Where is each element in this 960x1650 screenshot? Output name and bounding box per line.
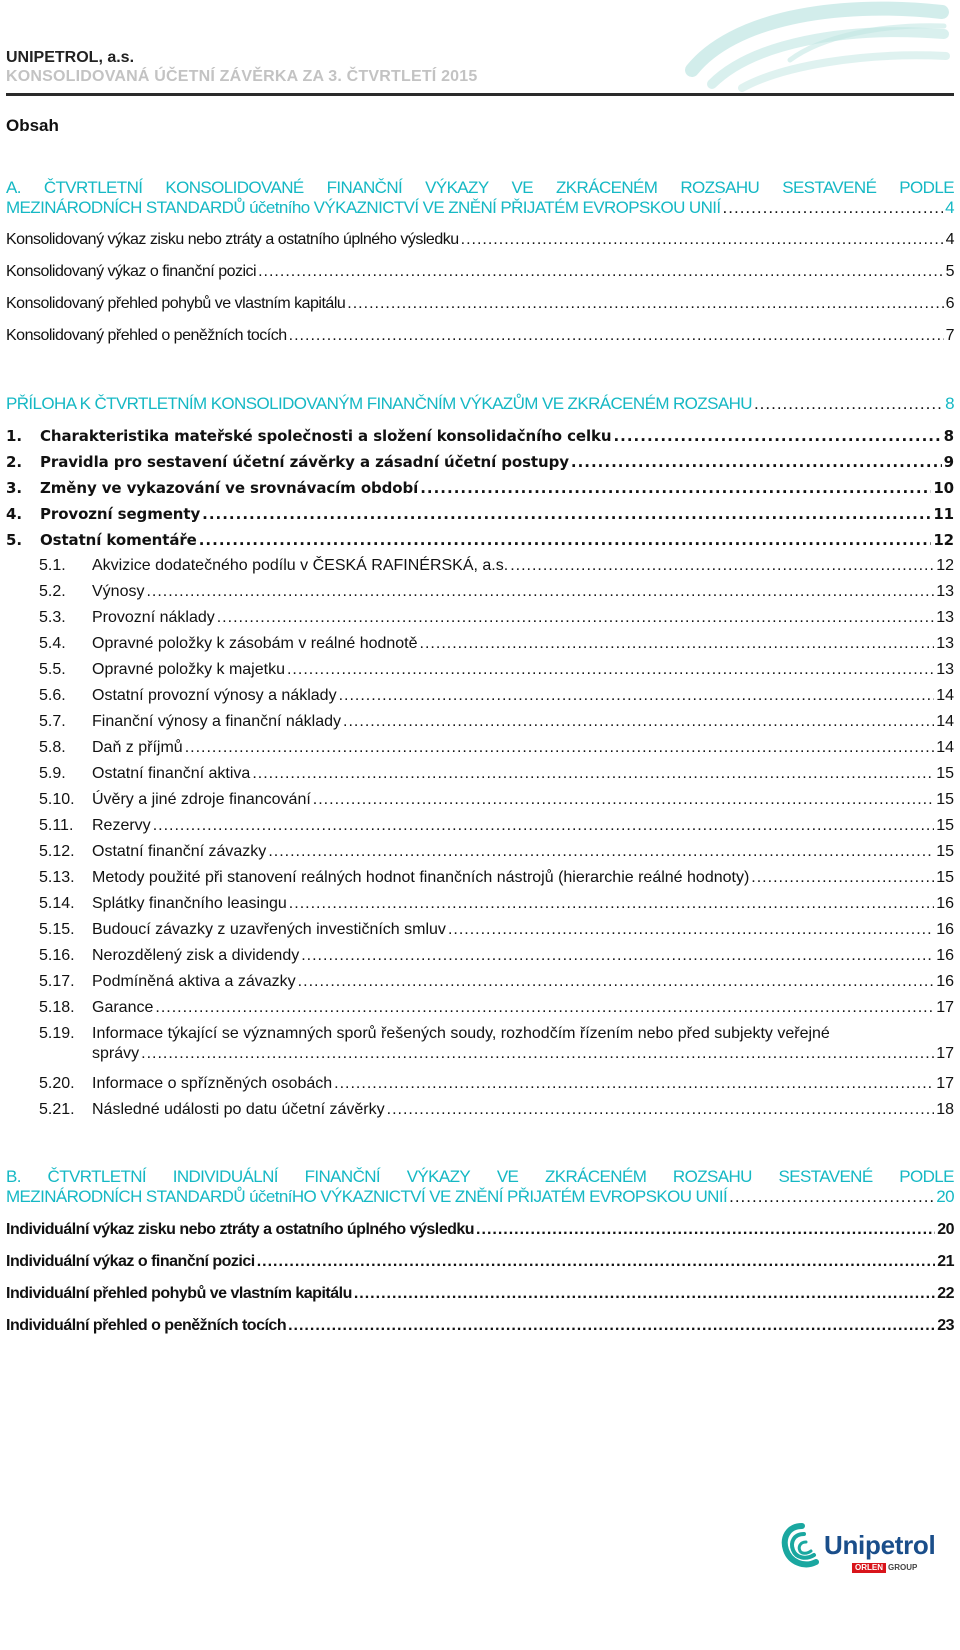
leader-dots bbox=[288, 1317, 935, 1335]
toc-subitem[interactable] bbox=[6, 765, 954, 787]
item-number: 5.14. bbox=[39, 895, 75, 912]
toc-section-b[interactable] bbox=[6, 1167, 954, 1207]
leader-dots bbox=[301, 947, 934, 965]
item-number: 5.16. bbox=[39, 947, 75, 964]
item-number: 4. bbox=[6, 505, 22, 523]
toc-item-label: Následné události po datu účetní závěrky bbox=[92, 1101, 385, 1118]
toc-item[interactable] bbox=[6, 263, 954, 281]
toc-subitem[interactable] bbox=[6, 947, 954, 969]
toc-section-a[interactable] bbox=[6, 178, 954, 218]
page-number: 15 bbox=[936, 791, 954, 808]
page-number: 12 bbox=[936, 557, 954, 574]
toc-item[interactable] bbox=[6, 1221, 954, 1239]
item-number: 1. bbox=[6, 427, 22, 445]
toc-item-label: Výnosy bbox=[92, 583, 145, 600]
item-number: 5.8. bbox=[39, 739, 66, 756]
toc-item-label: Konsolidovaný přehled pohybů ve vlastním kapitálu bbox=[6, 295, 346, 312]
page-number: 13 bbox=[936, 609, 954, 626]
leader-dots bbox=[339, 687, 935, 705]
toc-subitem[interactable] bbox=[6, 791, 954, 813]
section-b-line2 bbox=[6, 1187, 954, 1207]
toc-appendix[interactable] bbox=[6, 394, 954, 414]
leader-dots bbox=[289, 327, 944, 345]
section-a-line1 bbox=[6, 178, 954, 198]
toc-item[interactable] bbox=[6, 231, 954, 249]
word: ROZSAHU bbox=[680, 178, 760, 197]
word: FINANČNÍ bbox=[326, 178, 403, 197]
word: KONSOLIDOVANÉ bbox=[165, 178, 304, 197]
leader-dots bbox=[510, 557, 934, 575]
toc-subitem[interactable] bbox=[6, 869, 954, 891]
page-number: 14 bbox=[936, 739, 954, 756]
toc-item-label: Individuální přehled o peněžních tocích bbox=[6, 1317, 287, 1334]
page-number: 15 bbox=[936, 765, 954, 782]
item-number: 5.17. bbox=[39, 973, 75, 990]
toc-item[interactable] bbox=[6, 453, 954, 471]
leader-dots bbox=[448, 921, 934, 939]
leader-dots bbox=[754, 394, 943, 414]
toc-item-label: Individuální přehled pohybů ve vlastním kapitálu bbox=[6, 1285, 352, 1302]
item-number: 5.12. bbox=[39, 843, 75, 860]
item-number: 3. bbox=[6, 479, 22, 497]
page-number: 16 bbox=[936, 895, 954, 912]
leader-dots bbox=[258, 263, 944, 281]
page-number: 14 bbox=[936, 713, 954, 730]
toc-subitem[interactable] bbox=[6, 687, 954, 709]
toc-item-label: Konsolidovaný výkaz zisku nebo ztráty a ostatního úplného výsledku bbox=[6, 231, 459, 248]
toc-item[interactable] bbox=[6, 295, 954, 313]
leader-dots bbox=[729, 1187, 934, 1207]
page-number: 16 bbox=[936, 973, 954, 990]
word: ZKRÁCENÉM bbox=[544, 1167, 647, 1186]
toc-item-label: Metody použité při stanovení reálných hodnot finančních nástrojů (hierarchie reálné hodnoty) bbox=[92, 869, 750, 886]
toc-item-label: Finanční výnosy a finanční náklady bbox=[92, 713, 342, 730]
leader-dots bbox=[354, 1285, 935, 1303]
toc-subitem[interactable] bbox=[6, 713, 954, 735]
toc-subitem[interactable] bbox=[6, 973, 954, 995]
page-number: 23 bbox=[937, 1317, 954, 1334]
leader-dots bbox=[141, 1045, 934, 1063]
item-number: 5. bbox=[6, 531, 22, 549]
page-number: 7 bbox=[945, 327, 954, 344]
toc-item-label: Informace týkající se významných sporů řešených soudy, rozhodčím řízením nebo před subjekty veřejné bbox=[92, 1025, 830, 1042]
leader-dots bbox=[268, 843, 934, 861]
page-number: 5 bbox=[945, 263, 954, 280]
leader-dots bbox=[185, 739, 935, 757]
page-number: 15 bbox=[936, 869, 954, 886]
page-number: 13 bbox=[936, 661, 954, 678]
leader-dots bbox=[202, 505, 931, 523]
toc-item-label: Akvizice dodatečného podílu v ČESKÁ RAFINÉRSKÁ, a.s. bbox=[92, 557, 509, 574]
leader-dots bbox=[613, 427, 941, 445]
page-number: 16 bbox=[936, 921, 954, 938]
leader-dots bbox=[334, 1075, 934, 1093]
toc-item[interactable] bbox=[6, 327, 954, 345]
leader-dots bbox=[199, 531, 932, 549]
toc-item-label: Budoucí závazky z uzavřených investičních smluv bbox=[92, 921, 446, 938]
toc-item-label-cont: správy bbox=[92, 1045, 140, 1062]
toc-item-label: Rezervy bbox=[92, 817, 151, 834]
toc-item-label: Informace o spřízněných osobách bbox=[92, 1075, 333, 1092]
leader-dots bbox=[723, 198, 944, 218]
toc-item-label: Ostatní provozní výnosy a náklady bbox=[92, 687, 337, 704]
word: INDIVIDUÁLNÍ bbox=[172, 1167, 278, 1186]
item-number: 5.10. bbox=[39, 791, 75, 808]
leader-dots bbox=[476, 1221, 935, 1239]
unipetrol-mark-icon bbox=[780, 1520, 824, 1572]
toc-item-label: Daň z příjmů bbox=[92, 739, 183, 756]
page-number: 12 bbox=[933, 531, 954, 549]
section-a-line2 bbox=[6, 198, 954, 218]
leader-dots bbox=[298, 973, 935, 991]
toc-subitem[interactable] bbox=[6, 609, 954, 631]
toc-item[interactable] bbox=[6, 1285, 954, 1303]
leader-dots bbox=[146, 583, 934, 601]
leader-dots bbox=[217, 609, 934, 627]
item-number: 5.3. bbox=[39, 609, 66, 626]
toc-item-label: Individuální výkaz zisku nebo ztráty a ostatního úplného výsledku bbox=[6, 1221, 475, 1238]
toc-subitem[interactable] bbox=[6, 895, 954, 917]
toc-subitem[interactable] bbox=[6, 635, 954, 657]
leader-dots bbox=[420, 635, 935, 653]
toc-item-label: Konsolidovaný výkaz o finanční pozici bbox=[6, 263, 257, 280]
toc-item-label: Změny ve vykazování ve srovnávacím období bbox=[40, 479, 419, 497]
page-number: 21 bbox=[937, 1253, 954, 1270]
toc-item-label: Opravné položky k zásobám v reálné hodnotě bbox=[92, 635, 418, 652]
word: VÝKAZY bbox=[406, 1167, 471, 1186]
page-number: 8 bbox=[943, 427, 954, 445]
toc-item[interactable] bbox=[6, 505, 954, 523]
page-number: 17 bbox=[936, 1075, 954, 1092]
leader-dots bbox=[461, 231, 944, 249]
page-number: 4 bbox=[945, 231, 954, 248]
leader-dots bbox=[252, 765, 934, 783]
toc-item-label: Pravidla pro sestavení účetní závěrky a zásadní účetní postupy bbox=[40, 453, 569, 471]
toc-item-label: Konsolidovaný přehled o peněžních tocích bbox=[6, 327, 287, 344]
toc-item-label: Opravné položky k majetku bbox=[92, 661, 285, 678]
page-number: 17 bbox=[936, 999, 954, 1016]
item-number: 5.9. bbox=[39, 765, 66, 782]
leader-dots bbox=[751, 869, 934, 887]
toc-subitem[interactable] bbox=[6, 1075, 954, 1097]
leader-dots bbox=[289, 895, 934, 913]
toc-item[interactable] bbox=[6, 1317, 954, 1335]
toc-subitem[interactable] bbox=[6, 661, 954, 683]
toc-subitem[interactable] bbox=[6, 583, 954, 605]
page-number: 15 bbox=[936, 817, 954, 834]
word: ČTVRTLETNÍ bbox=[47, 1167, 147, 1186]
section-b-title-cont: MEZINÁRODNÍCH STANDARDŮ účetníHO VÝKAZNICTVÍ VE ZNĚNÍ PŘIJATÉM EVROPSKOU UNIÍ bbox=[6, 1187, 728, 1206]
word: SESTAVENÉ bbox=[782, 178, 877, 197]
word: VÝKAZY bbox=[425, 178, 489, 197]
page-number: 20 bbox=[936, 1187, 954, 1206]
company-name: UNIPETROL, a.s. bbox=[6, 49, 135, 66]
word: VE bbox=[496, 1167, 519, 1186]
toc-subitem[interactable] bbox=[6, 843, 954, 865]
page-number: 15 bbox=[936, 843, 954, 860]
brand-name: Unipetrol bbox=[824, 1530, 936, 1560]
toc-subitem[interactable] bbox=[6, 1101, 954, 1123]
toc-item[interactable] bbox=[6, 1253, 954, 1271]
toc-item-label: Individuální výkaz o finanční pozici bbox=[6, 1253, 255, 1270]
toc-item-label: Úvěry a jiné zdroje financování bbox=[92, 791, 311, 808]
item-number: 5.15. bbox=[39, 921, 75, 938]
word: B. bbox=[6, 1167, 21, 1186]
page-number: 22 bbox=[937, 1285, 954, 1302]
page-number: 11 bbox=[933, 505, 954, 523]
orlen-group-label: GROUP bbox=[888, 1563, 918, 1572]
item-number: 5.11. bbox=[39, 817, 74, 834]
toc-item-label: Charakteristika mateřské společnosti a složení konsolidačního celku bbox=[40, 427, 612, 445]
toc-subitem[interactable] bbox=[6, 999, 954, 1021]
toc-subitem[interactable] bbox=[6, 557, 954, 579]
toc-item-label: Nerozdělený zisk a dividendy bbox=[92, 947, 300, 964]
word: ROZSAHU bbox=[672, 1167, 752, 1186]
toc-item-label: Splátky finančního leasingu bbox=[92, 895, 287, 912]
toc-subitem[interactable] bbox=[6, 817, 954, 839]
toc-subitem[interactable] bbox=[6, 1025, 954, 1071]
word: ZKRÁCENÉM bbox=[556, 178, 658, 197]
word: SESTAVENÉ bbox=[778, 1167, 873, 1186]
leader-dots bbox=[155, 999, 934, 1017]
leader-dots bbox=[257, 1253, 935, 1271]
page-number: 4 bbox=[945, 198, 954, 217]
leader-dots bbox=[153, 817, 935, 835]
item-number: 5.21. bbox=[39, 1101, 75, 1118]
item-number: 5.19. bbox=[39, 1025, 75, 1042]
word: ČTVRTLETNÍ bbox=[43, 178, 143, 197]
document-header bbox=[6, 48, 954, 87]
toc-item-label: Ostatní komentáře bbox=[40, 531, 197, 549]
toc-item-label: Podmíněná aktiva a závazky bbox=[92, 973, 296, 990]
item-number: 5.5. bbox=[39, 661, 66, 678]
page-number: 8 bbox=[945, 394, 954, 413]
toc-item-label: Provozní náklady bbox=[92, 609, 215, 626]
page-number: 6 bbox=[945, 295, 954, 312]
page-number: 17 bbox=[936, 1045, 954, 1062]
page-number: 18 bbox=[936, 1101, 954, 1118]
word: PODLE bbox=[899, 178, 954, 197]
item-number: 5.20. bbox=[39, 1075, 75, 1092]
item-number: 5.2. bbox=[39, 583, 66, 600]
page-number: 20 bbox=[937, 1221, 954, 1238]
toc-item[interactable] bbox=[6, 531, 954, 549]
toc-item[interactable] bbox=[6, 479, 954, 497]
item-number: 5.13. bbox=[39, 869, 75, 886]
leader-dots bbox=[387, 1101, 935, 1119]
word: VE bbox=[511, 178, 534, 197]
toc-item-label: Ostatní finanční závazky bbox=[92, 843, 267, 860]
section-b-line1 bbox=[6, 1167, 954, 1187]
unipetrol-logo bbox=[780, 1520, 950, 1580]
leader-dots bbox=[343, 713, 934, 731]
leader-dots bbox=[420, 479, 931, 497]
item-number: 2. bbox=[6, 453, 22, 471]
toc-item[interactable] bbox=[6, 427, 954, 445]
page-number: 16 bbox=[936, 947, 954, 964]
leader-dots bbox=[347, 295, 943, 313]
toc-item-label: Ostatní finanční aktiva bbox=[92, 765, 251, 782]
item-number: 5.7. bbox=[39, 713, 66, 730]
leader-dots bbox=[287, 661, 934, 679]
item-number: 5.1. bbox=[39, 557, 66, 574]
word: A. bbox=[6, 178, 21, 197]
page-number: 9 bbox=[943, 453, 954, 471]
page-number: 10 bbox=[933, 479, 954, 497]
orlen-badge: ORLEN bbox=[852, 1563, 886, 1573]
word: PODLE bbox=[899, 1167, 954, 1186]
report-title: KONSOLIDOVANÁ ÚČETNÍ ZÁVĚRKA ZA 3. ČTVRTLETÍ 2015 bbox=[6, 68, 478, 85]
toc-item-label: Garance bbox=[92, 999, 154, 1016]
item-number: 5.4. bbox=[39, 635, 66, 652]
appendix-title: PŘÍLOHA K ČTVRTLETNÍM KONSOLIDOVANÝM FINANČNÍM VÝKAZŮM VE ZKRÁCENÉM ROZSAHU bbox=[6, 394, 752, 413]
toc-item-label: Provozní segmenty bbox=[40, 505, 201, 523]
toc-subitem[interactable] bbox=[6, 739, 954, 761]
page-number: 13 bbox=[936, 635, 954, 652]
page-number: 13 bbox=[936, 583, 954, 600]
toc-subitem[interactable] bbox=[6, 921, 954, 943]
leader-dots bbox=[571, 453, 942, 471]
section-a-title-cont: MEZINÁRODNÍCH STANDARDŮ účetního VÝKAZNICTVÍ VE ZNĚNÍ PŘIJATÉM EVROPSKOU UNIÍ bbox=[6, 198, 721, 217]
word: FINANČNÍ bbox=[304, 1167, 381, 1186]
item-number: 5.18. bbox=[39, 999, 75, 1016]
page-number: 14 bbox=[936, 687, 954, 704]
item-number: 5.6. bbox=[39, 687, 66, 704]
header-rule bbox=[6, 93, 954, 96]
leader-dots bbox=[313, 791, 934, 809]
toc-heading: Obsah bbox=[6, 116, 59, 135]
